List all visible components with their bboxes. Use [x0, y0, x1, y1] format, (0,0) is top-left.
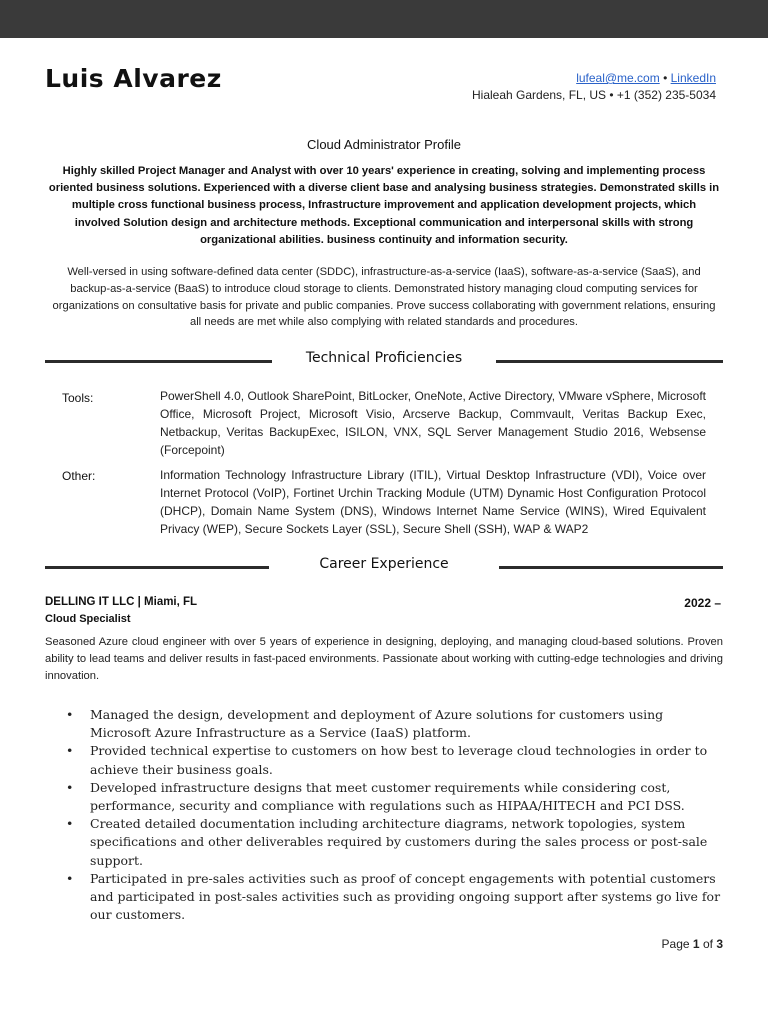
job-dates: 2022 – [684, 596, 721, 610]
career-section-header [45, 556, 723, 578]
technical-heading: Technical Proficiencies [305, 350, 463, 366]
other-label: Other: [62, 469, 96, 483]
profile-detail: Well-versed in using software-defined data center (SDDC), infrastructure-as-a-service (IaaS), software-as-a-service (SaaS), and backup-as-a-service (BaaS) to introduce cloud storage to clients. Demonstrated history managing cloud computing services for organizations on consultative basis for private and public companies. Prove success collaborating with government relations, ensuring all needs are met while also complying with related standards and procedures. [52, 266, 716, 329]
contact-links-line [472, 70, 716, 87]
email-link[interactable]: lufeal@me.com [576, 71, 660, 85]
contact-separator: • [663, 71, 668, 85]
tools-text: PowerShell 4.0, Outlook SharePoint, BitLocker, OneNote, Active Directory, VMware vSphere, Microsoft Office, Microsoft Project, Microsoft Visio, Arcserve Backup, Commvault, Veritas Backup Exec, Netbackup, Veritas BackupExec, ISILON, VNX, SQL Server Management Studio 2016, Websense (Forcepoint) [160, 389, 706, 457]
job-company: DELLING IT LLC | Miami, FL [45, 596, 198, 608]
top-bar [0, 0, 768, 38]
list-item [66, 870, 728, 925]
page-word: Page [661, 937, 690, 951]
profile-summary: Highly skilled Project Manager and Analyst with over 10 years' experience in creating, solving and implementing process oriented business solutions. Experienced with a diverse client base and analysing business strategies. Demonstrated skills in multiple cross functional business process, Infrastructure improvement and application development projects, which involved Solution design and architecture methods. Exceptional communication and interpersonal skills with strong organizational abilities. business continuity and information security. [48, 165, 720, 246]
bullet-dot: • [66, 707, 74, 722]
job-bullet-list [66, 706, 728, 924]
list-item [66, 815, 728, 870]
career-heading: Career Experience [319, 556, 449, 572]
other-text: Information Technology Infrastructure Library (ITIL), Virtual Desktop Infrastructure (VDI), Voice over Internet Protocol (VoIP), Fortinet Urchin Tracking Module (UTM) Dynamic Host Configuration Protocol (DHCP), Domain Name System (DNS), Windows Internet Name Service (WINS), Wired Equivalent Privacy (WEP), Secure Sockets Layer (SSL), Secure Shell (SSH), WAP & WAP2 [160, 468, 706, 536]
list-item [66, 706, 728, 742]
candidate-name: Luis Alvarez [45, 64, 222, 93]
job-title: Cloud Specialist [45, 613, 131, 625]
total-pages: 3 [716, 937, 723, 951]
bullet-dot: • [66, 870, 74, 886]
bullet-text: Managed the design, development and deployment of Azure solutions for customers using Microsoft Azure Infrastructure as a Service (IaaS) platform. [90, 707, 664, 741]
section-rule-right [496, 360, 723, 363]
technical-section-header [45, 350, 723, 372]
page-number [662, 937, 723, 951]
address-phone-line: Hialeah Gardens, FL, US • +1 (352) 235-5034 [471, 88, 716, 102]
bullet-text: Participated in pre-sales activities such as proof of concept engagements with potential customers and participated in post-sales activities such as providing ongoing support after systems go live for our customers. [90, 870, 721, 923]
bullet-dot: • [66, 743, 74, 759]
list-item [66, 779, 728, 815]
profile-title: Cloud Administrator Profile [307, 137, 461, 152]
bullet-dot: • [66, 816, 74, 832]
current-page: 1 [692, 937, 700, 951]
bullet-dot: • [66, 779, 74, 795]
contact-info [472, 70, 716, 104]
section-rule-right [499, 566, 723, 569]
bullet-text: Created detailed documentation including architecture diagrams, network topologies, system specifications and other deliverables required by customers during the sales process or post-sale support. [90, 816, 708, 868]
tools-label: Tools: [62, 391, 94, 405]
linkedin-link[interactable]: LinkedIn [670, 71, 716, 85]
of-word: of [702, 937, 713, 951]
bullet-text: Provided technical expertise to customers on how best to leverage cloud technologies in order to achieve their business goals. [90, 743, 708, 777]
list-item [66, 742, 728, 778]
bullet-text: Developed infrastructure designs that meet customer requirements while considering cost, performance, security and compliance with regulations such as HIPAA/HITECH and PCI DSS. [90, 779, 685, 814]
job-summary: Seasoned Azure cloud engineer with over 5 years of experience in designing, deploying, and managing cloud-based solutions. Proven ability to lead teams and deliver results in fast-paced environments. Passionate about working with cutting-edge technologies and driving innovation. [45, 636, 723, 683]
